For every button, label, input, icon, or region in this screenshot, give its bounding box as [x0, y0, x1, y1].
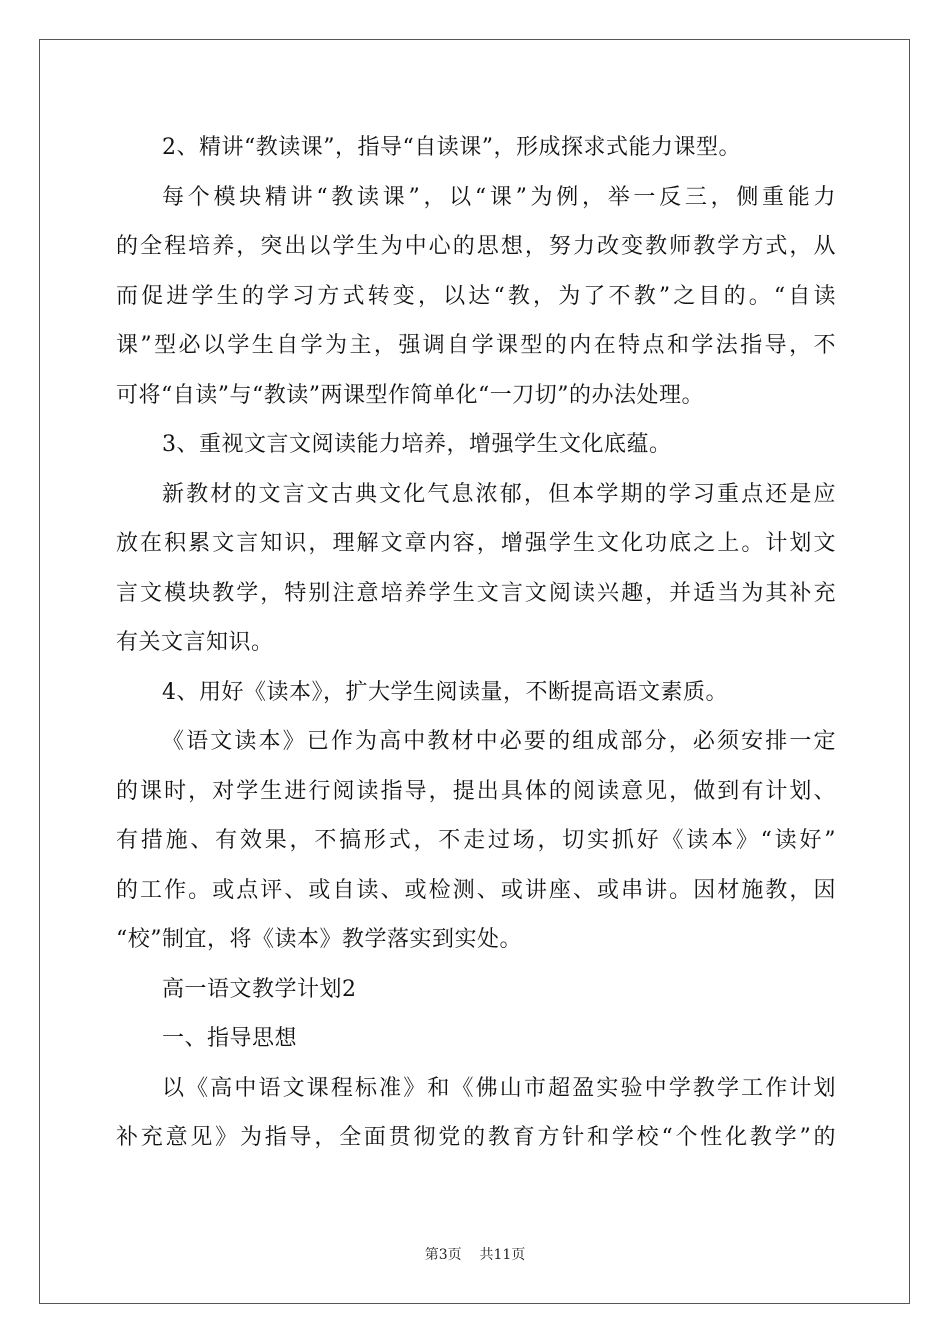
text-line: 2、精讲“教读课”，指导“自读课”，形成探求式能力课型。 [162, 135, 741, 160]
text-line: 每个模块精讲“教读课”，以“课”为例，举一反三，侧重能力 [162, 184, 836, 210]
text-line: 新教材的文言文古典文化气息浓郁，但本学期的学习重点还是应 [162, 481, 836, 507]
page-footer [0, 1245, 950, 1265]
text-line: 高一语文教学计划2 [162, 976, 357, 1002]
text-line: 以《高中语文课程标准》和《佛山市超盈实验中学教学工作计划 [162, 1075, 836, 1101]
text-line: 一、指导思想 [162, 1026, 298, 1051]
text-line: 4、用好《读本》，扩大学生阅读量，不断提高语文素质。 [162, 679, 728, 705]
page-number: 第3页 [424, 1247, 462, 1263]
text-line: “校”制宜，将《读本》教学落实到实处。 [116, 927, 522, 952]
text-line: 《语文读本》已作为高中教材中必要的组成部分，必须安排一定 [162, 729, 836, 754]
text-line: 的课时，对学生进行阅读指导，提出具体的阅读意见，做到有计划、 [116, 778, 836, 804]
text-line: 有措施、有效果，不搞形式，不走过场，切实抓好《读本》“读好” [116, 828, 836, 853]
text-line: 有关文言知识。 [116, 630, 274, 655]
text-line: 言文模块教学，特别注意培养学生文言文阅读兴趣，并适当为其补充 [116, 580, 836, 606]
text-line: 的全程培养，突出以学生为中心的思想，努力改变教师教学方式，从 [116, 234, 836, 259]
text-line: 可将“自读”与“教读”两课型作简单化“一刀切”的办法处理。 [116, 382, 704, 408]
text-line: 而促进学生的学习方式转变，以达“教，为了不教”之目的。“自读 [116, 283, 836, 309]
text-line: 补充意见》为指导，全面贯彻党的教育方针和学校“个性化教学”的 [116, 1125, 836, 1150]
text-line: 课”型必以学生自学为主，强调自学课型的内在特点和学法指导，不 [116, 333, 836, 358]
text-line: 3、重视文言文阅读能力培养，增强学生文化底蕴。 [162, 432, 672, 457]
document-body [116, 128, 836, 1168]
text-line: 放在积累文言知识，理解文章内容，增强学生文化功底之上。计划文 [116, 531, 836, 556]
page-total: 共11页 [479, 1247, 526, 1263]
text-line: 的工作。或点评、或自读、或检测、或讲座、或串讲。因材施教，因 [116, 877, 836, 903]
